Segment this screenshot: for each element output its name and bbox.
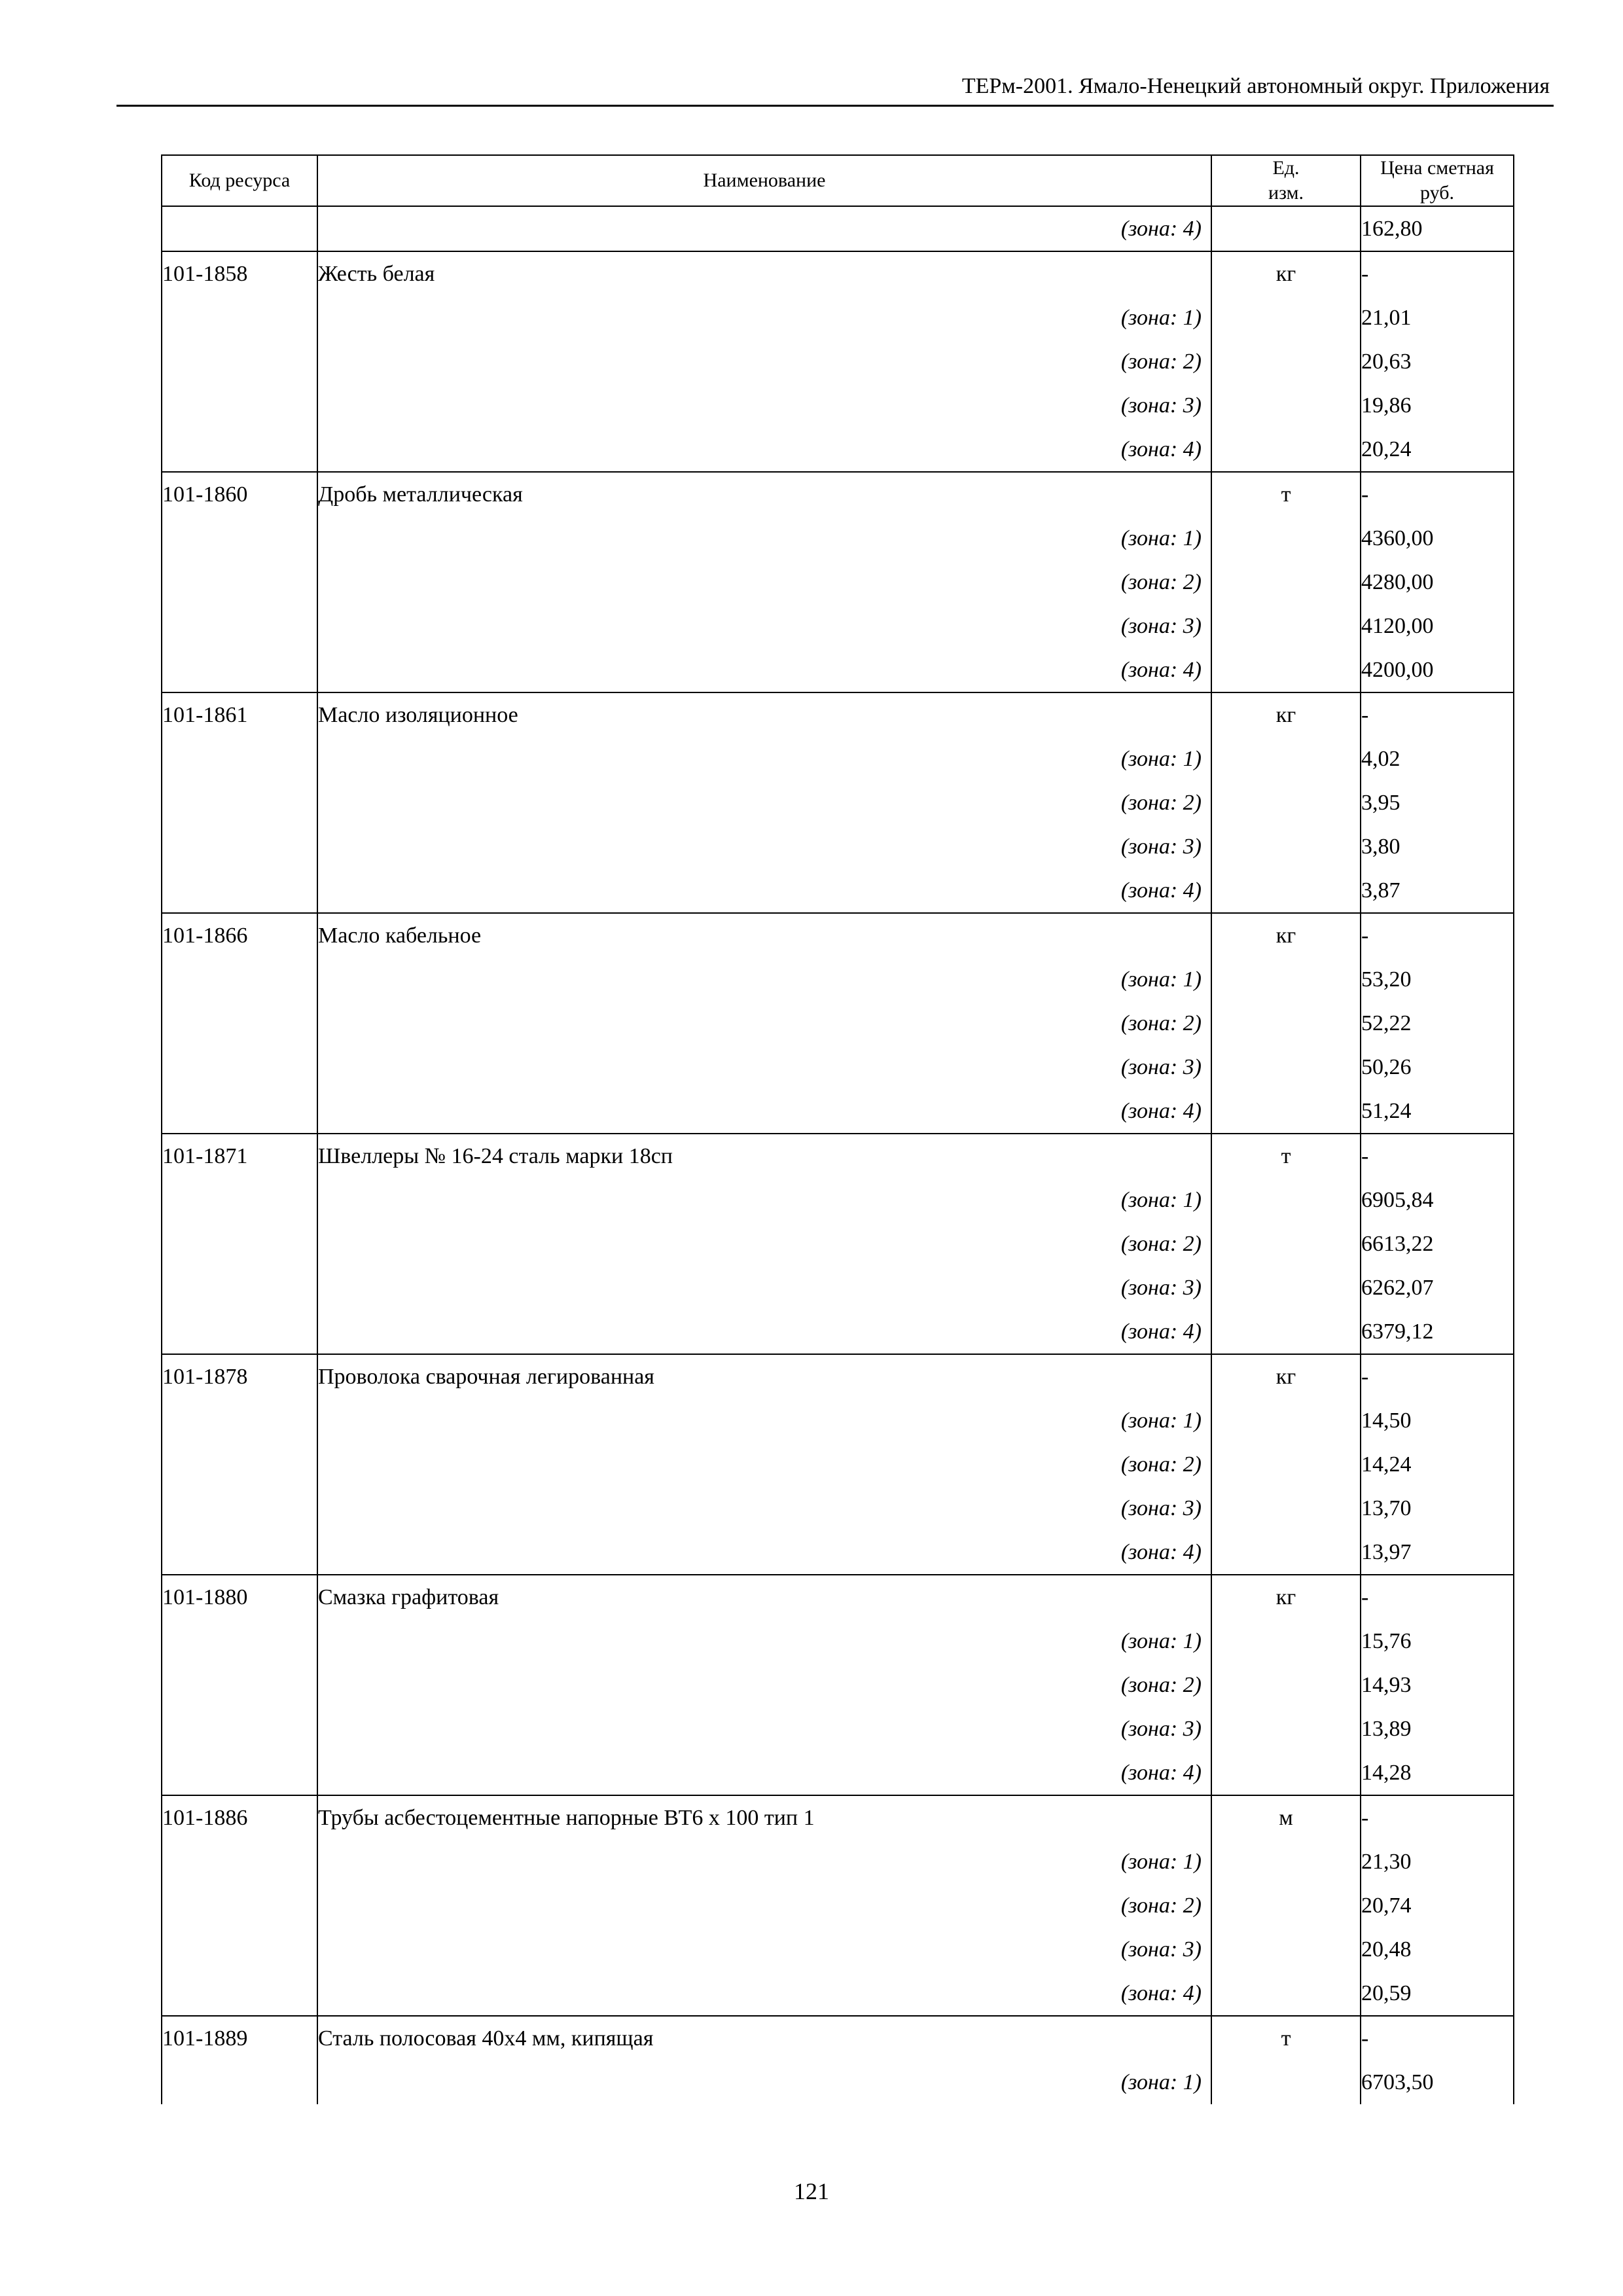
resource-code [162, 1486, 317, 1530]
unit-cell [1211, 1178, 1361, 1222]
resource-code [162, 648, 317, 692]
table-row [162, 648, 1514, 692]
price-cell: 6905,84 [1361, 1178, 1514, 1222]
price-cell: 53,20 [1361, 958, 1514, 1001]
table-row [162, 1399, 1514, 1443]
zone-label: (зона: 4) [317, 1310, 1211, 1354]
zone-label: (зона: 3) [317, 825, 1211, 869]
resource-name: Сталь полосовая 40х4 мм, кипящая [317, 2016, 1211, 2060]
resource-code [162, 1399, 317, 1443]
table-row [162, 1840, 1514, 1884]
price-cell: 19,86 [1361, 384, 1514, 427]
table-row [162, 560, 1514, 604]
resource-code [162, 1971, 317, 2016]
price-cell: 52,22 [1361, 1001, 1514, 1045]
resource-code [162, 1266, 317, 1310]
resource-code [162, 1619, 317, 1663]
table-row [162, 1178, 1514, 1222]
column-header-price-line2: руб. [1420, 182, 1454, 204]
zone-label: (зона: 4) [317, 869, 1211, 913]
zone-label: (зона: 4) [317, 427, 1211, 472]
resource-name: Смазка графитовая [317, 1575, 1211, 1619]
resource-code [162, 206, 317, 251]
price-cell: 20,24 [1361, 427, 1514, 472]
price-cell: 3,87 [1361, 869, 1514, 913]
unit-cell: кг [1211, 692, 1361, 737]
zone-label: (зона: 4) [317, 206, 1211, 251]
zone-label: (зона: 2) [317, 781, 1211, 825]
resource-code [162, 825, 317, 869]
unit-cell: т [1211, 472, 1361, 516]
unit-cell [1211, 384, 1361, 427]
resource-code [162, 1707, 317, 1751]
resource-code [162, 1310, 317, 1354]
resource-code [162, 516, 317, 560]
table-row [162, 296, 1514, 340]
table-row [162, 1266, 1514, 1310]
unit-cell [1211, 516, 1361, 560]
unit-cell: кг [1211, 1575, 1361, 1619]
price-cell: 15,76 [1361, 1619, 1514, 1663]
resource-code [162, 1928, 317, 1971]
zone-label: (зона: 3) [317, 1928, 1211, 1971]
resource-code: 101-1886 [162, 1795, 317, 1840]
zone-label: (зона: 3) [317, 1266, 1211, 1310]
unit-cell [1211, 958, 1361, 1001]
price-cell: 14,24 [1361, 1443, 1514, 1486]
page-number: 121 [794, 2178, 829, 2204]
zone-label: (зона: 2) [317, 1443, 1211, 1486]
price-cell: 14,28 [1361, 1751, 1514, 1795]
zone-label: (зона: 2) [317, 1222, 1211, 1266]
table-row [162, 516, 1514, 560]
price-cell: 20,74 [1361, 1884, 1514, 1928]
unit-cell [1211, 1530, 1361, 1575]
table-row [162, 1663, 1514, 1707]
table-row [162, 1971, 1514, 2016]
unit-cell [1211, 1310, 1361, 1354]
resource-code [162, 1751, 317, 1795]
price-cell: 21,01 [1361, 296, 1514, 340]
zone-label: (зона: 3) [317, 1486, 1211, 1530]
unit-cell [1211, 1089, 1361, 1134]
price-cell: 3,80 [1361, 825, 1514, 869]
resource-name: Жесть белая [317, 251, 1211, 296]
unit-cell [1211, 781, 1361, 825]
column-header-code: Код ресурса [162, 155, 317, 206]
table-row [162, 958, 1514, 1001]
unit-cell [1211, 1266, 1361, 1310]
unit-cell [1211, 1707, 1361, 1751]
zone-label: (зона: 1) [317, 516, 1211, 560]
table-row [162, 340, 1514, 384]
unit-cell [1211, 1222, 1361, 1266]
resource-name: Трубы асбестоцементные напорные ВТ6 х 100 тип 1 [317, 1795, 1211, 1840]
zone-label: (зона: 1) [317, 1178, 1211, 1222]
zone-label: (зона: 2) [317, 1884, 1211, 1928]
unit-cell [1211, 296, 1361, 340]
price-cell: 6262,07 [1361, 1266, 1514, 1310]
price-cell: 20,48 [1361, 1928, 1514, 1971]
header-rule [116, 105, 1554, 107]
unit-cell [1211, 560, 1361, 604]
resource-code [162, 1222, 317, 1266]
zone-label: (зона: 1) [317, 1840, 1211, 1884]
resource-code [162, 958, 317, 1001]
table-row [162, 1486, 1514, 1530]
price-cell: 14,50 [1361, 1399, 1514, 1443]
resource-code: 101-1861 [162, 692, 317, 737]
zone-label: (зона: 2) [317, 1001, 1211, 1045]
zone-label: (зона: 2) [317, 340, 1211, 384]
price-cell: 50,26 [1361, 1045, 1514, 1089]
table-row [162, 692, 1514, 737]
price-cell: 4,02 [1361, 737, 1514, 781]
table-row [162, 472, 1514, 516]
zone-label: (зона: 2) [317, 560, 1211, 604]
unit-cell [1211, 648, 1361, 692]
price-cell: - [1361, 692, 1514, 737]
zone-label: (зона: 1) [317, 2060, 1211, 2104]
price-cell: - [1361, 251, 1514, 296]
unit-cell: м [1211, 1795, 1361, 1840]
price-cell: 6703,50 [1361, 2060, 1514, 2104]
table-row [162, 604, 1514, 648]
resource-code [162, 1045, 317, 1089]
table-row [162, 1089, 1514, 1134]
resource-name: Швеллеры № 16-24 сталь марки 18сп [317, 1134, 1211, 1178]
table-row [162, 1575, 1514, 1619]
table-row [162, 1310, 1514, 1354]
zone-label: (зона: 1) [317, 296, 1211, 340]
price-cell: 51,24 [1361, 1089, 1514, 1134]
price-cell: 6613,22 [1361, 1222, 1514, 1266]
resource-code: 101-1889 [162, 2016, 317, 2060]
resource-code: 101-1866 [162, 913, 317, 958]
table-row [162, 1222, 1514, 1266]
price-cell: 162,80 [1361, 206, 1514, 251]
unit-cell [1211, 604, 1361, 648]
table-row [162, 1884, 1514, 1928]
resource-name: Проволока сварочная легированная [317, 1354, 1211, 1399]
unit-cell: кг [1211, 251, 1361, 296]
resource-code: 101-1858 [162, 251, 317, 296]
unit-cell [1211, 1443, 1361, 1486]
resource-code [162, 737, 317, 781]
price-cell: 20,59 [1361, 1971, 1514, 2016]
resource-name: Масло изоляционное [317, 692, 1211, 737]
price-cell: 4200,00 [1361, 648, 1514, 692]
price-cell: 13,89 [1361, 1707, 1514, 1751]
price-cell: 20,63 [1361, 340, 1514, 384]
unit-cell [1211, 825, 1361, 869]
unit-cell [1211, 1928, 1361, 1971]
resource-code [162, 427, 317, 472]
resource-code [162, 1001, 317, 1045]
zone-label: (зона: 1) [317, 737, 1211, 781]
zone-label: (зона: 2) [317, 1663, 1211, 1707]
resource-name: Масло кабельное [317, 913, 1211, 958]
price-cell: 13,70 [1361, 1486, 1514, 1530]
table-row [162, 251, 1514, 296]
table-row [162, 1619, 1514, 1663]
column-header-name: Наименование [317, 155, 1211, 206]
table-row [162, 825, 1514, 869]
resource-code [162, 869, 317, 913]
zone-label: (зона: 1) [317, 1399, 1211, 1443]
zone-label: (зона: 1) [317, 1619, 1211, 1663]
price-cell: 6379,12 [1361, 1310, 1514, 1354]
resource-code: 101-1871 [162, 1134, 317, 1178]
zone-label: (зона: 4) [317, 1089, 1211, 1134]
column-header-unit [1211, 155, 1361, 206]
resource-code [162, 340, 317, 384]
resource-code [162, 1884, 317, 1928]
table-row [162, 1928, 1514, 1971]
price-cell: 4280,00 [1361, 560, 1514, 604]
unit-cell: т [1211, 2016, 1361, 2060]
resource-code [162, 1663, 317, 1707]
table-row [162, 1530, 1514, 1575]
unit-cell [1211, 1486, 1361, 1530]
table-header-row [162, 155, 1514, 206]
price-cell: 13,97 [1361, 1530, 1514, 1575]
resource-code [162, 604, 317, 648]
price-cell: 21,30 [1361, 1840, 1514, 1884]
table-row [162, 1354, 1514, 1399]
unit-cell [1211, 427, 1361, 472]
resource-code: 101-1880 [162, 1575, 317, 1619]
table-row [162, 1045, 1514, 1089]
table-row [162, 384, 1514, 427]
unit-cell [1211, 1971, 1361, 2016]
resource-code [162, 2060, 317, 2104]
resource-code: 101-1860 [162, 472, 317, 516]
table-row [162, 737, 1514, 781]
zone-label: (зона: 1) [317, 958, 1211, 1001]
resource-code [162, 781, 317, 825]
table-row [162, 427, 1514, 472]
zone-label: (зона: 4) [317, 1530, 1211, 1575]
unit-cell: т [1211, 1134, 1361, 1178]
table-row [162, 869, 1514, 913]
table-row [162, 913, 1514, 958]
price-cell: 14,93 [1361, 1663, 1514, 1707]
table-row [162, 1001, 1514, 1045]
price-cell: 3,95 [1361, 781, 1514, 825]
table-row [162, 781, 1514, 825]
zone-label: (зона: 3) [317, 604, 1211, 648]
zone-label: (зона: 4) [317, 1971, 1211, 2016]
price-cell: - [1361, 2016, 1514, 2060]
resource-code [162, 1443, 317, 1486]
unit-cell [1211, 1751, 1361, 1795]
zone-label: (зона: 3) [317, 384, 1211, 427]
table-row [162, 1751, 1514, 1795]
table-row [162, 1707, 1514, 1751]
resource-code [162, 1089, 317, 1134]
unit-cell [1211, 869, 1361, 913]
table-row [162, 206, 1514, 251]
unit-cell [1211, 1884, 1361, 1928]
price-cell: - [1361, 1795, 1514, 1840]
resource-code [162, 560, 317, 604]
price-cell: 4360,00 [1361, 516, 1514, 560]
unit-cell [1211, 206, 1361, 251]
column-header-price-line1: Цена сметная [1380, 157, 1494, 179]
unit-cell [1211, 737, 1361, 781]
unit-cell [1211, 1663, 1361, 1707]
unit-cell [1211, 2060, 1361, 2104]
resource-price-table [161, 154, 1514, 2104]
resource-code: 101-1878 [162, 1354, 317, 1399]
price-cell: - [1361, 913, 1514, 958]
resource-code [162, 384, 317, 427]
zone-label: (зона: 4) [317, 1751, 1211, 1795]
zone-label: (зона: 3) [317, 1707, 1211, 1751]
table-row [162, 1795, 1514, 1840]
column-header-unit-line1: Ед. [1272, 157, 1300, 179]
unit-cell: кг [1211, 913, 1361, 958]
price-cell: - [1361, 472, 1514, 516]
unit-cell: кг [1211, 1354, 1361, 1399]
resource-name: Дробь металлическая [317, 472, 1211, 516]
zone-label: (зона: 3) [317, 1045, 1211, 1089]
unit-cell [1211, 1619, 1361, 1663]
resource-code [162, 1530, 317, 1575]
price-cell: - [1361, 1575, 1514, 1619]
zone-label: (зона: 4) [317, 648, 1211, 692]
column-header-unit-line2: изм. [1268, 182, 1304, 204]
price-cell: 4120,00 [1361, 604, 1514, 648]
price-cell: - [1361, 1354, 1514, 1399]
column-header-price [1361, 155, 1514, 206]
table-row [162, 1134, 1514, 1178]
unit-cell [1211, 1001, 1361, 1045]
running-header: ТЕРм-2001. Ямало-Ненецкий автономный округ. Приложения [961, 74, 1550, 98]
resource-code [162, 1178, 317, 1222]
resource-code [162, 296, 317, 340]
unit-cell [1211, 340, 1361, 384]
resource-code [162, 1840, 317, 1884]
table-row [162, 1443, 1514, 1486]
unit-cell [1211, 1840, 1361, 1884]
table-row [162, 2060, 1514, 2104]
price-cell: - [1361, 1134, 1514, 1178]
unit-cell [1211, 1045, 1361, 1089]
unit-cell [1211, 1399, 1361, 1443]
table-row [162, 2016, 1514, 2060]
